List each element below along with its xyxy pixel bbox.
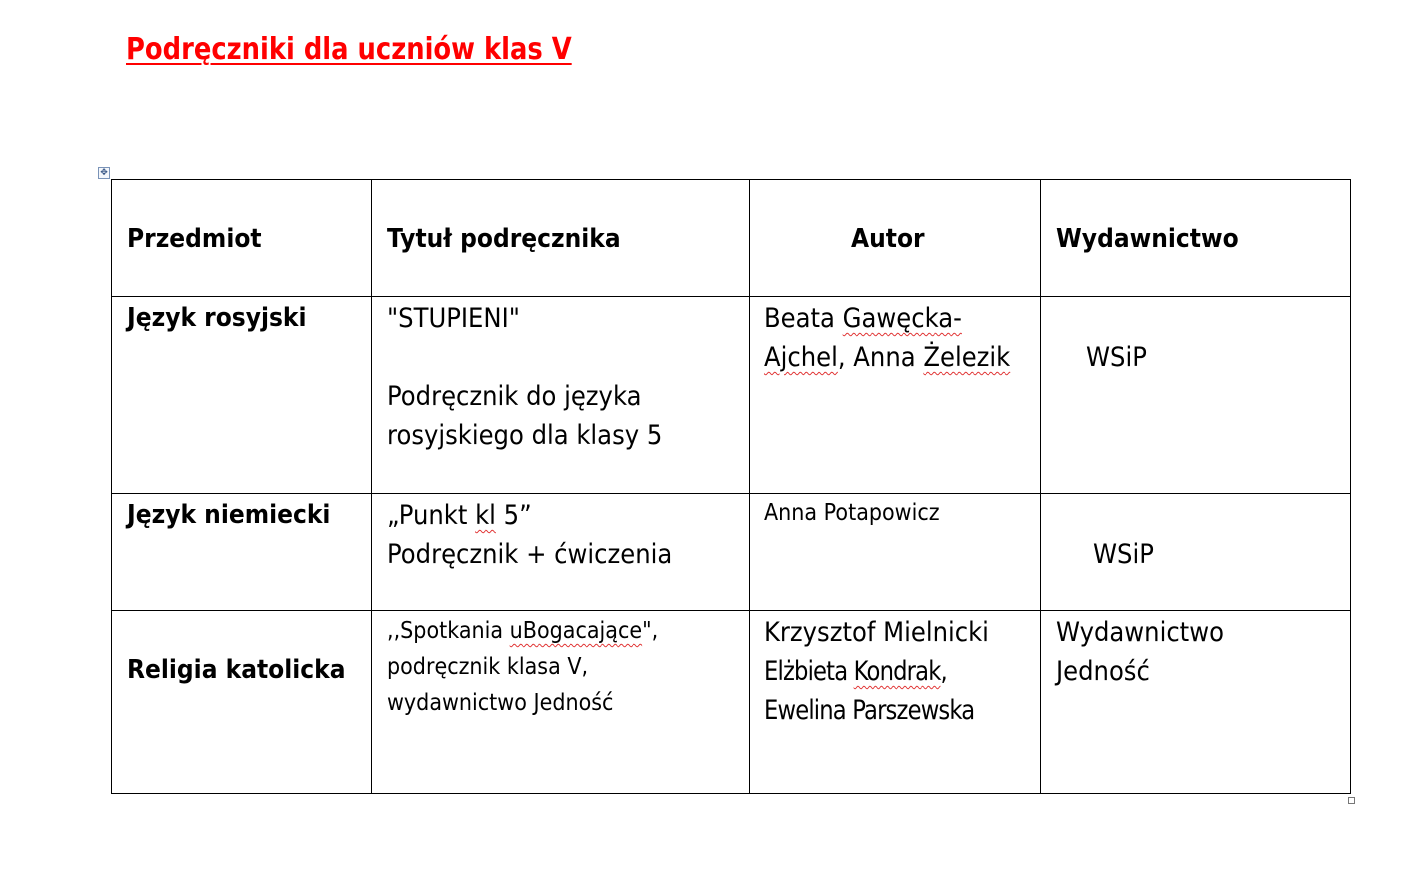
table-row bbox=[112, 494, 1351, 611]
cell-publisher[interactable] bbox=[1041, 611, 1351, 794]
publisher-line: Wydawnictwo bbox=[1056, 617, 1224, 648]
book-title-text-misspelled[interactable]: uBogacające bbox=[509, 618, 643, 644]
subject-name: Język rosyjski bbox=[127, 303, 307, 333]
author-line: Ewelina Parszewska bbox=[764, 695, 975, 726]
cell-book-title[interactable] bbox=[372, 297, 750, 494]
book-title-line: podręcznik klasa V, bbox=[387, 654, 589, 680]
cell-subject[interactable] bbox=[112, 297, 372, 494]
book-title-line: wydawnictwo Jedność bbox=[387, 690, 614, 716]
author-line: Anna Potapowicz bbox=[764, 500, 940, 526]
book-title-line: Podręcznik + ćwiczenia bbox=[387, 539, 673, 570]
author-text: , bbox=[940, 656, 947, 687]
document-title: Podręczniki dla uczniów klas V bbox=[126, 32, 572, 67]
book-title-text: „Punkt bbox=[387, 500, 476, 531]
author-line: Krzysztof Mielnicki bbox=[764, 617, 989, 648]
cell-publisher[interactable] bbox=[1041, 494, 1351, 611]
cell-author[interactable] bbox=[750, 494, 1041, 611]
book-title-text: ", bbox=[642, 618, 659, 644]
book-title-text: ,,Spotkania bbox=[387, 618, 510, 644]
author-line bbox=[764, 299, 962, 338]
header-cell-author[interactable] bbox=[750, 180, 1041, 297]
author-text-misspelled[interactable]: Gawęcka- bbox=[842, 303, 962, 334]
header-subject: Przedmiot bbox=[127, 224, 262, 254]
cell-subject[interactable] bbox=[112, 494, 372, 611]
table-row bbox=[112, 611, 1351, 794]
header-author: Autor bbox=[851, 224, 925, 254]
author-text: Beata bbox=[764, 303, 843, 334]
cell-subject[interactable] bbox=[112, 611, 372, 794]
publisher-name: WSiP bbox=[1093, 539, 1154, 570]
publisher-name: WSiP bbox=[1086, 342, 1147, 373]
subject-name: Religia katolicka bbox=[127, 655, 346, 685]
book-title-line: "STUPIENI" bbox=[387, 303, 520, 334]
author-line bbox=[764, 652, 947, 691]
textbook-table bbox=[111, 179, 1351, 794]
author-text-misspelled[interactable]: Żelezik bbox=[923, 342, 1011, 373]
publisher-line: Jedność bbox=[1056, 656, 1150, 687]
table-row bbox=[112, 297, 1351, 494]
header-cell-title[interactable] bbox=[372, 180, 750, 297]
cell-book-title[interactable] bbox=[372, 611, 750, 794]
book-title-line bbox=[387, 496, 532, 535]
cell-author[interactable] bbox=[750, 611, 1041, 794]
table-header-row bbox=[112, 180, 1351, 297]
cell-publisher[interactable] bbox=[1041, 297, 1351, 494]
author-line bbox=[764, 338, 1010, 377]
cell-book-title[interactable] bbox=[372, 494, 750, 611]
author-text: , Anna bbox=[837, 342, 924, 373]
book-title-line: rosyjskiego dla klasy 5 bbox=[387, 420, 663, 451]
header-publisher: Wydawnictwo bbox=[1056, 224, 1239, 254]
table-move-handle-icon[interactable]: ✥ bbox=[98, 167, 110, 179]
book-title-text: 5” bbox=[495, 500, 532, 531]
header-book-title: Tytuł podręcznika bbox=[387, 224, 621, 254]
header-cell-subject[interactable] bbox=[112, 180, 372, 297]
cell-author[interactable] bbox=[750, 297, 1041, 494]
author-text-misspelled[interactable]: Ajchel bbox=[764, 342, 838, 373]
book-title-text-misspelled[interactable]: kl bbox=[475, 500, 496, 531]
subject-name: Język niemiecki bbox=[127, 500, 331, 530]
author-text-misspelled[interactable]: Kondrak bbox=[853, 656, 941, 687]
table-resize-handle-icon[interactable] bbox=[1348, 797, 1355, 804]
book-title-line: Podręcznik do języka bbox=[387, 381, 642, 412]
header-cell-publisher[interactable] bbox=[1041, 180, 1351, 297]
author-text: Elżbieta bbox=[764, 656, 854, 687]
book-title-line bbox=[387, 613, 658, 649]
